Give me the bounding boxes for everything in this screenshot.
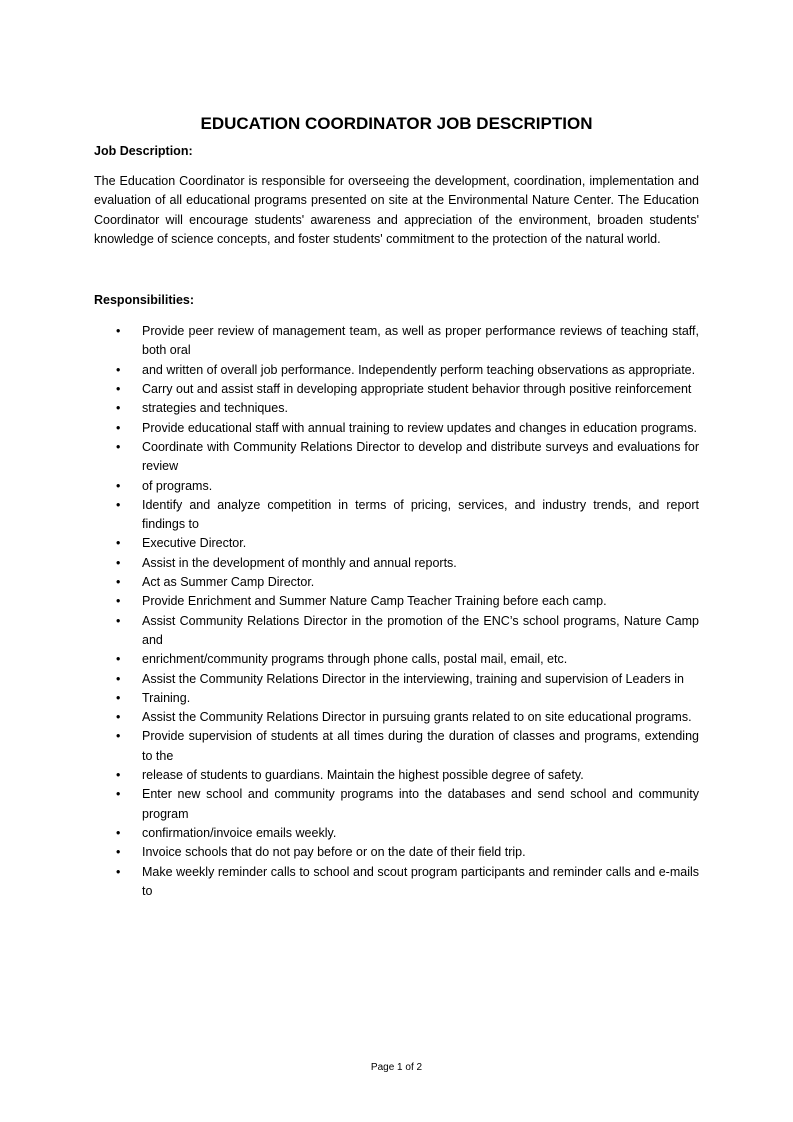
bullet-icon: • xyxy=(116,536,121,551)
list-item xyxy=(94,612,699,651)
list-item xyxy=(94,438,699,477)
list-item xyxy=(94,863,699,902)
list-item-text: Provide peer review of management team, as well as proper performance reviews of teaching staff, both oral xyxy=(142,324,699,358)
bullet-icon: • xyxy=(116,613,121,628)
bullet-icon: • xyxy=(116,439,121,454)
list-item-text: of programs. xyxy=(142,478,213,493)
list-item-text: Training. xyxy=(142,690,191,705)
list-item xyxy=(94,419,699,438)
list-item xyxy=(94,399,699,418)
list-item-text: Invoice schools that do not pay before or on the date of their field trip. xyxy=(142,845,526,860)
list-item-text: Provide Enrichment and Summer Nature Camp Teacher Training before each camp. xyxy=(142,594,607,609)
list-item-text: Make weekly reminder calls to school and scout program participants and reminder calls and e-mails to xyxy=(142,864,699,898)
list-item xyxy=(94,496,699,535)
list-item xyxy=(94,727,699,766)
list-item-text: enrichment/community programs through phone calls, postal mail, email, etc. xyxy=(142,652,568,667)
list-item xyxy=(94,361,699,380)
list-item-text: Assist the Community Relations Director in the interviewing, training and supervision of Leaders in xyxy=(142,671,684,686)
list-item xyxy=(94,824,699,843)
bullet-icon: • xyxy=(116,497,121,512)
bullet-icon: • xyxy=(116,555,121,570)
list-item xyxy=(94,573,699,592)
list-item xyxy=(94,670,699,689)
bullet-icon: • xyxy=(116,382,121,397)
bullet-icon: • xyxy=(116,825,121,840)
list-item-text: release of students to guardians. Maintain the highest possible degree of safety. xyxy=(142,768,584,783)
bullet-icon: • xyxy=(116,420,121,435)
list-item-text: Executive Director. xyxy=(142,536,247,551)
list-item xyxy=(94,843,699,862)
list-item xyxy=(94,534,699,553)
list-item-text: Provide supervision of students at all times during the duration of classes and programs, extending to the xyxy=(142,729,699,763)
bullet-icon: • xyxy=(116,787,121,802)
bullet-icon: • xyxy=(116,401,121,416)
job-description-label: Job Description: xyxy=(94,144,193,158)
list-item xyxy=(94,592,699,611)
bullet-icon: • xyxy=(116,710,121,725)
bullet-icon: • xyxy=(116,362,121,377)
bullet-icon: • xyxy=(116,478,121,493)
list-item-text: Identify and analyze competition in terms of pricing, services, and industry trends, and report findings to xyxy=(142,497,699,532)
list-item xyxy=(94,554,699,573)
bullet-icon: • xyxy=(116,690,121,705)
page-title: EDUCATION COORDINATOR JOB DESCRIPTION xyxy=(200,114,593,133)
responsibilities-label: Responsibilities: xyxy=(94,293,195,308)
responsibilities-list xyxy=(94,322,699,901)
list-item xyxy=(94,650,699,669)
bullet-icon: • xyxy=(116,324,121,339)
list-item-text: Assist in the development of monthly and annual reports. xyxy=(142,555,457,570)
list-item-text: confirmation/invoice emails weekly. xyxy=(142,825,337,840)
bullet-icon: • xyxy=(116,768,121,783)
list-item-text: Assist the Community Relations Director in pursuing grants related to on site educational programs. xyxy=(142,710,692,725)
list-item-text: Carry out and assist staff in developing appropriate student behavior through positive reinforcement xyxy=(142,382,692,397)
page-number: Page 1 of 2 xyxy=(370,1062,423,1073)
list-item-text: Enter new school and community programs into the databases and send school and community program xyxy=(142,787,699,821)
list-item xyxy=(94,785,699,824)
list-item xyxy=(94,708,699,727)
document-page xyxy=(94,112,699,901)
bullet-icon: • xyxy=(116,845,121,860)
list-item-text: Coordinate with Community Relations Director to develop and distribute surveys and evaluations for review xyxy=(142,439,699,474)
list-item xyxy=(94,322,699,361)
bullet-icon: • xyxy=(116,729,121,744)
bullet-icon: • xyxy=(116,864,121,879)
bullet-icon: • xyxy=(116,671,121,686)
list-item xyxy=(94,477,699,496)
list-item-text: Provide educational staff with annual training to review updates and changes in education programs. xyxy=(142,420,697,435)
bullet-icon: • xyxy=(116,575,121,590)
bullet-icon: • xyxy=(116,652,121,667)
list-item-text: and written of overall job performance. Independently perform teaching observations as appropriate. xyxy=(142,362,696,377)
list-item-text: Assist Community Relations Director in the promotion of the ENC’s school programs, Nature Camp and xyxy=(142,613,699,647)
list-item-text: Act as Summer Camp Director. xyxy=(142,575,315,590)
list-item-text: strategies and techniques. xyxy=(142,401,288,416)
bullet-icon: • xyxy=(116,594,121,609)
list-item xyxy=(94,689,699,708)
list-item xyxy=(94,380,699,399)
job-description-text: The Education Coordinator is responsible for overseeing the development, coordination, implementation and evaluation of all educational programs presented on site at the Environmental Nature Center. The Education Coordinator will encourage students' awareness and appreciation of the environment, broaden students' knowledge of science concepts, and foster students' commitment to the protection of the natural world. xyxy=(94,174,699,246)
list-item xyxy=(94,766,699,785)
